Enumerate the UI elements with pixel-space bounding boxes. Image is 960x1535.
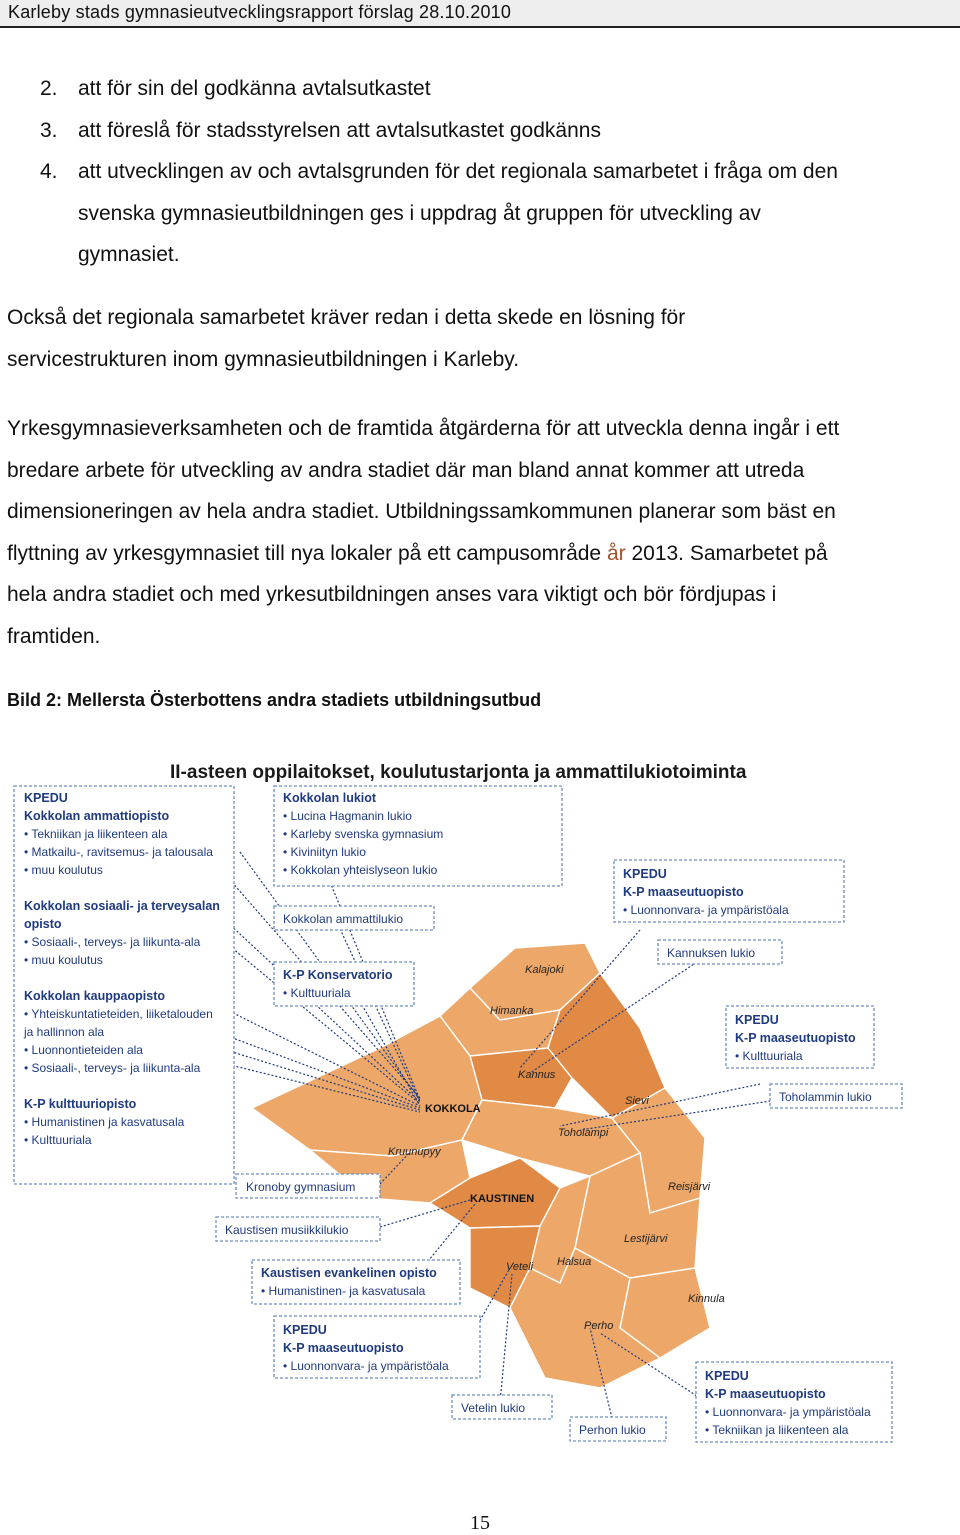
box-line: • Kokkolan yhteislyseon lukio bbox=[283, 863, 438, 877]
place-kinnula: Kinnula bbox=[688, 1293, 725, 1305]
paragraph-line: flyttning av yrkesgymnasiet till nya lokaler på ett campusområde bbox=[7, 541, 607, 565]
list-text: gymnasiet. bbox=[78, 243, 180, 266]
box-line: • Matkailu-, ravitsemus- ja talousala bbox=[24, 845, 213, 859]
box-line: Kokkolan ammattiopisto bbox=[24, 809, 170, 823]
box-line: • Kulttuuriala bbox=[283, 986, 351, 1000]
box-line: opisto bbox=[24, 917, 62, 931]
box-line: Kokkolan lukiot bbox=[283, 791, 377, 805]
box-line: Vetelin lukio bbox=[461, 1401, 526, 1415]
list-text: att för sin del godkänna avtalsutkastet bbox=[78, 77, 431, 100]
box-line: • muu koulutus bbox=[24, 863, 103, 877]
box-line: KPEDU bbox=[24, 791, 68, 805]
box-line: Kaustisen musiikkilukio bbox=[225, 1223, 349, 1237]
box-line: • Karleby svenska gymnasium bbox=[283, 827, 444, 841]
page-header bbox=[0, 0, 960, 28]
box-line: • Tekniikan ja liikenteen ala bbox=[24, 827, 168, 841]
box-line: • Luonnontieteiden ala bbox=[24, 1043, 143, 1057]
box-line: • Luonnonvara- ja ympäristöala bbox=[623, 903, 789, 917]
box-line: K-P maaseutuopisto bbox=[623, 885, 744, 899]
education-map-figure bbox=[0, 748, 960, 1468]
list-number: 2. bbox=[40, 77, 58, 100]
list-text: att utvecklingen av och avtalsgrunden för det regionala samarbetet i fråga om den bbox=[78, 160, 838, 183]
paragraph-line: framtiden. bbox=[7, 624, 101, 648]
box-line: • Humanistinen ja kasvatusala bbox=[24, 1115, 185, 1129]
box-line: • Luonnonvara- ja ympäristöala bbox=[283, 1359, 449, 1373]
box-line: Kronoby gymnasium bbox=[246, 1180, 356, 1194]
box-line: • Humanistinen- ja kasvatusala bbox=[261, 1284, 426, 1298]
place-lestijarvi: Lestijärvi bbox=[624, 1233, 668, 1245]
box-line: • Lucina Hagmanin lukio bbox=[283, 809, 412, 823]
box-line: K-P kulttuuriopisto bbox=[24, 1097, 137, 1111]
list-item bbox=[40, 110, 838, 152]
figure-title: II-asteen oppilaitokset, koulutustarjonta ja ammattilukiotoiminta bbox=[170, 762, 747, 783]
box-line: • Kulttuuriala bbox=[735, 1049, 803, 1063]
list-text: att föreslå för stadsstyrelsen att avtalsutkastet godkänns bbox=[78, 118, 601, 142]
place-kruunupyy: Kruunupyy bbox=[388, 1146, 441, 1158]
box-line: • muu koulutus bbox=[24, 953, 103, 967]
box-line: K-P maaseutuopisto bbox=[735, 1031, 856, 1045]
place-reisjarvi: Reisjärvi bbox=[668, 1181, 711, 1193]
box-line: Kokkolan sosiaali- ja terveysalan bbox=[24, 899, 220, 913]
box-line: • Sosiaali-, terveys- ja liikunta-ala bbox=[24, 935, 201, 949]
box-line: • Sosiaali-, terveys- ja liikunta-ala bbox=[24, 1061, 201, 1075]
header-title: Karleby stads gymnasieutvecklingsrapport förslag 28.10.2010 bbox=[8, 2, 512, 22]
box-line: Toholammin lukio bbox=[779, 1090, 872, 1104]
place-perho: Perho bbox=[584, 1320, 614, 1332]
paragraph-line: 2013. Samarbetet på bbox=[625, 541, 828, 565]
paragraph-line: hela andra stadiet och med yrkesutbildningen anses vara viktigt och bör fördjupas i bbox=[7, 583, 777, 606]
list-text: svenska gymnasieutbildningen ges i uppdrag åt gruppen för utveckling av bbox=[78, 201, 761, 225]
place-sievi: Sievi bbox=[625, 1095, 649, 1107]
figure-caption: Bild 2: Mellersta Österbottens andra stadiets utbildningsutbud bbox=[7, 690, 542, 710]
box-line: K-P Konservatorio bbox=[283, 968, 393, 982]
paragraph-line: servicestrukturen inom gymnasieutbildningen i Karleby. bbox=[7, 347, 520, 371]
box-line: Kokkolan kauppaopisto bbox=[24, 989, 165, 1003]
paragraph-line: dimensioneringen av hela andra stadiet. Utbildningssamkommunen planerar som bäst en bbox=[7, 500, 836, 523]
box-line: Perhon lukio bbox=[579, 1423, 646, 1437]
box-line: Kaustisen evankelinen opisto bbox=[261, 1266, 437, 1280]
numbered-list bbox=[40, 68, 838, 276]
place-veteli: Veteli bbox=[506, 1261, 534, 1273]
highlighted-word: år bbox=[606, 541, 626, 565]
box-line: Kannuksen lukio bbox=[667, 946, 756, 960]
paragraph-line: Yrkesgymnasieverksamheten och de framtida åtgärderna för att utveckla denna ingår i ett bbox=[7, 417, 840, 440]
place-kokkola: KOKKOLA bbox=[425, 1103, 481, 1115]
box-line: ja hallinnon ala bbox=[24, 1025, 105, 1039]
paragraph-vocational bbox=[7, 408, 957, 657]
place-himanka: Himanka bbox=[490, 1005, 534, 1017]
box-line: Kokkolan ammattilukio bbox=[283, 912, 404, 926]
box-line: KPEDU bbox=[283, 1323, 327, 1337]
place-kaustinen: KAUSTINEN bbox=[470, 1193, 535, 1205]
place-kalajoki: Kalajoki bbox=[525, 964, 564, 976]
place-toholampi: Toholampi bbox=[558, 1127, 609, 1139]
box-line: • Kulttuuriala bbox=[24, 1133, 92, 1147]
paragraph-line: bredare arbete för utveckling av andra stadiet där man bland annat kommer att utreda bbox=[7, 458, 805, 482]
box-line: KPEDU bbox=[735, 1013, 779, 1027]
list-number: 4. bbox=[40, 160, 58, 183]
paragraph-regional bbox=[7, 297, 957, 380]
box-line: KPEDU bbox=[623, 867, 667, 881]
box-line: • Kiviniityn lukio bbox=[283, 845, 366, 859]
box-line: • Yhteiskuntatieteiden, liiketalouden bbox=[24, 1007, 213, 1021]
box-line: • Tekniikan ja liikenteen ala bbox=[705, 1423, 849, 1437]
paragraph-line: Också det regionala samarbetet kräver redan i detta skede en lösning för bbox=[7, 306, 686, 329]
box-line: K-P maaseutuopisto bbox=[705, 1387, 826, 1401]
page-number: 15 bbox=[470, 1512, 490, 1534]
box-line: KPEDU bbox=[705, 1369, 749, 1383]
box-line: K-P maaseutuopisto bbox=[283, 1341, 404, 1355]
list-number: 3. bbox=[40, 118, 58, 142]
list-item bbox=[40, 68, 838, 110]
place-halsua: Halsua bbox=[557, 1256, 592, 1268]
place-kannus: Kannus bbox=[518, 1069, 556, 1081]
box-line: • Luonnonvara- ja ympäristöala bbox=[705, 1405, 871, 1419]
list-item bbox=[40, 151, 838, 276]
